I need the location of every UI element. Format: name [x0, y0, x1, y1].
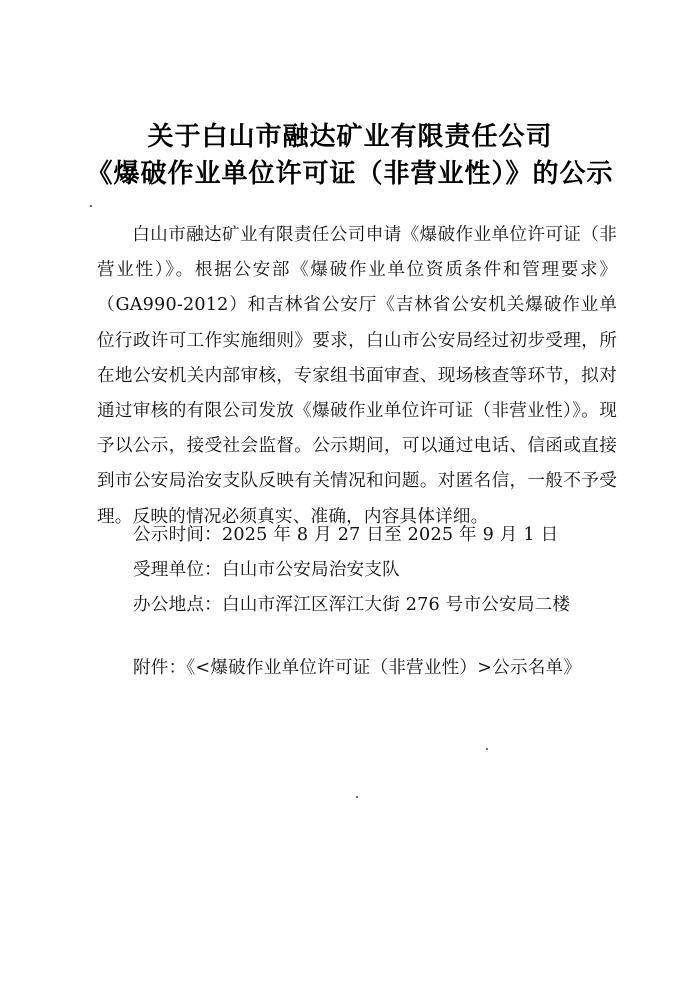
title-line-2: 《爆破作业单位许可证（非营业性）》的公示 [86, 159, 614, 189]
attachment-reference: 附件：《<爆破作业单位许可证（非营业性）>公示名单》 [133, 658, 582, 678]
scan-speck [486, 748, 488, 750]
scan-speck [356, 796, 358, 798]
office-address: 办公地点：白山市浑江区浑江大街 276 号市公安局二楼 [133, 595, 571, 615]
notice-period: 公示时间：2025 年 8 月 27 日至 2025 年 9 月 1 日 [133, 525, 559, 545]
title-line-1: 关于白山市融达矿业有限责任公司 [147, 122, 553, 152]
scan-speck [90, 205, 92, 207]
body-paragraph: 白山市融达矿业有限责任公司申请《爆破作业单位许可证（非营业性）》。根据公安部《爆破作业单位资质条件和管理要求》（GA990-2012）和吉林省公安厅《吉林省公安机关爆破作业单位行政许可工作实施细则》要求，白山市公安局经过初步受理，所在地公安机关内部审核，专家组书面审查、现场核查等环节，拟对通过审核的有限公司发放《爆破作业单位许可证（非营业性）》。现予以公示，接受社会监督。公示期间，可以通过电话、信函或直接到市公安局治安支队反映有关情况和问题。对匿名信，一般不予受理。反映的情况必须真实、准确，内容具体详细。 [97, 225, 617, 527]
handling-unit: 受理单位：白山市公安局治安支队 [133, 560, 400, 580]
